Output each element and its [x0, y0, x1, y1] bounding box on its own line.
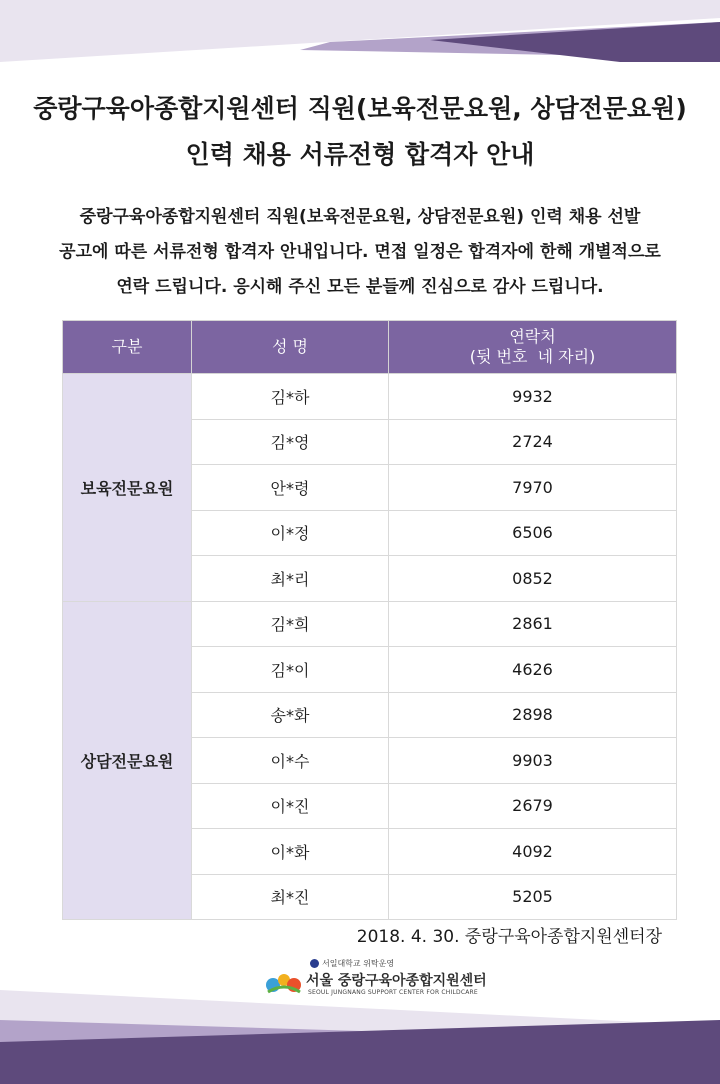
intro-line: 공고에 따른 서류전형 합격자 안내입니다. 면접 일정은 합격자에 한해 개별적으로 [59, 242, 661, 262]
operator-label [310, 958, 394, 969]
name-cell: 안*령 [192, 465, 389, 511]
contact-cell: 0852 [389, 556, 677, 602]
intro-line: 연락 드립니다. 응시해 주신 모든 분들께 진심으로 감사 드립니다. [116, 277, 604, 297]
contact-cell: 2898 [389, 692, 677, 738]
name-cell: 김*희 [192, 601, 389, 647]
header-name: 성 명 [192, 321, 389, 374]
header-category: 구분 [63, 321, 192, 374]
table-header-row [63, 321, 677, 374]
date-signature: 2018. 4. 30. 중랑구육아종합지원센터장 [356, 927, 662, 947]
contact-cell: 2861 [389, 601, 677, 647]
contact-cell: 7970 [389, 465, 677, 511]
contact-cell: 5205 [389, 874, 677, 920]
name-cell: 김*이 [192, 647, 389, 693]
name-cell: 최*진 [192, 874, 389, 920]
contact-cell: 2724 [389, 419, 677, 465]
intro-paragraph [30, 200, 690, 305]
center-logo [262, 958, 487, 1002]
header-contact-line2: (뒷 번호 네 자리) [469, 347, 596, 366]
table-row [63, 374, 677, 420]
contact-cell: 9903 [389, 738, 677, 784]
center-english-name: SEOUL JUNGNANG SUPPORT CENTER FOR CHILDCARE [308, 989, 478, 996]
contact-cell: 6506 [389, 510, 677, 556]
name-cell: 이*화 [192, 829, 389, 875]
page-title-line1: 중랑구육아종합지원센터 직원(보육전문요원, 상담전문요원) [33, 94, 687, 123]
name-cell: 최*리 [192, 556, 389, 602]
results-table [62, 320, 677, 920]
category-cell: 상담전문요원 [63, 601, 192, 920]
operator-text: 서일대학교 위탁운영 [322, 959, 395, 968]
page-title-line2: 인력 채용 서류전형 합격자 안내 [185, 140, 535, 169]
name-cell: 이*진 [192, 783, 389, 829]
header-contact [389, 321, 677, 374]
table-row [63, 601, 677, 647]
contact-cell: 4626 [389, 647, 677, 693]
contact-cell: 4092 [389, 829, 677, 875]
university-seal-icon [310, 959, 319, 968]
header-contact-line1: 연락처 [509, 327, 556, 346]
center-logo-mark-icon [264, 970, 304, 996]
category-cell: 보육전문요원 [63, 374, 192, 602]
name-cell: 이*정 [192, 510, 389, 556]
intro-line: 중랑구육아종합지원센터 직원(보육전문요원, 상담전문요원) 인력 채용 선발 [79, 207, 641, 227]
name-cell: 김*하 [192, 374, 389, 420]
name-cell: 김*영 [192, 419, 389, 465]
name-cell: 송*화 [192, 692, 389, 738]
name-cell: 이*수 [192, 738, 389, 784]
contact-cell: 9932 [389, 374, 677, 420]
top-decorative-banner [0, 0, 720, 62]
center-name: 서울 중랑구육아종합지원센터 [306, 973, 487, 989]
contact-cell: 2679 [389, 783, 677, 829]
